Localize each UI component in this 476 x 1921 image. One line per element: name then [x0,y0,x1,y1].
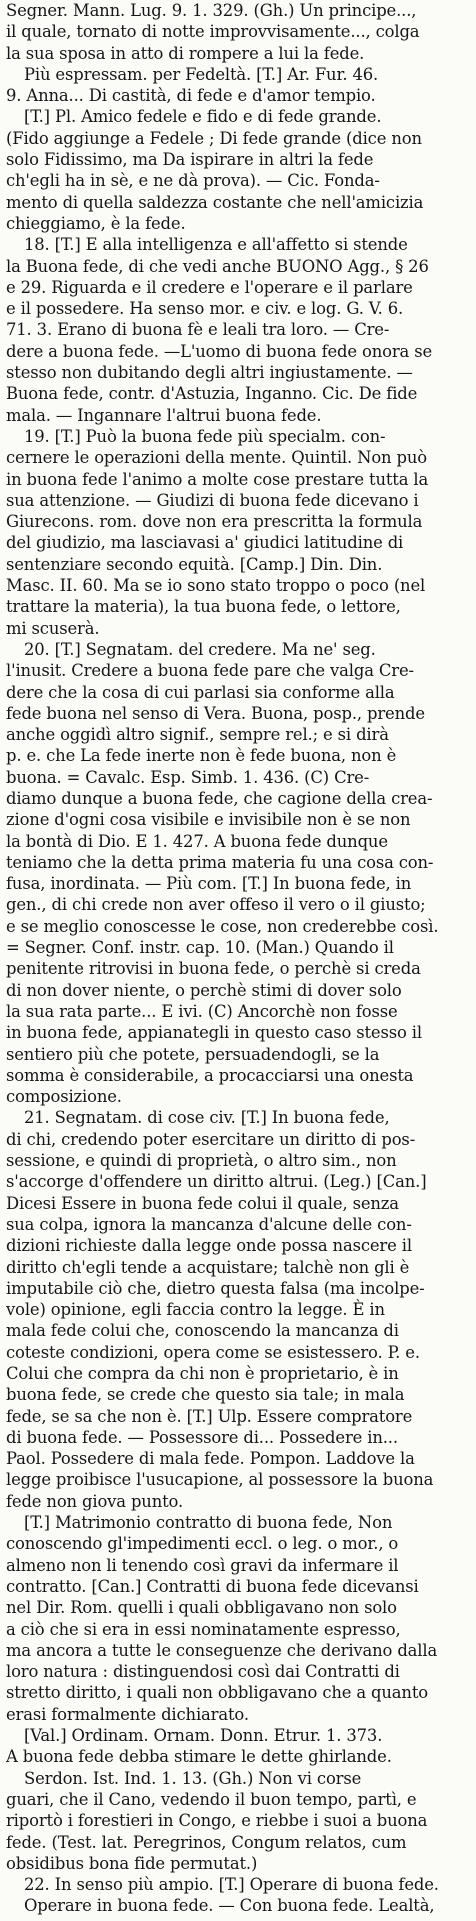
text-line: 22. In senso più ampio. [T.] Operare di buona fede. [24,1875,439,1895]
text-line: anche oggidì altro signif., sempre rel.; e si dirà [6,725,389,745]
text-line: Buona fede, contr. d'Astuzia, Inganno. Cic. De fide [6,384,418,404]
text-line: mala. — Ingannare l'altrui buona fede. [6,405,322,425]
text-line: 18. [T.] E alla intelligenza e all'affetto si stende [24,235,408,255]
text-line: diritto ch'egli tende a acquistare; talchè non gli è [6,1257,410,1277]
text-line: erasi formalmente dichiarato. [6,1704,249,1724]
text-line: fede buona nel senso di Vera. Buona, posp., prende [6,703,425,723]
text-line: [Val.] Ordinam. Ornam. Donn. Etrur. 1. 373. [24,1726,383,1746]
text-line: s'accorge d'offendere un diritto altrui. (Leg.) [Can.] [6,1172,427,1192]
text-line: Masc. II. 60. Ma se io sono stato troppo o poco (nel [6,576,426,596]
text-line: gen., di chi crede non aver offeso il vero o il giusto; [6,895,426,915]
text-line: obsidibus bona fide permutat.) [6,1853,258,1873]
text-line: Segner. Mann. Lug. 9. 1. 329. (Gh.) Un principe..., [6,1,417,20]
text-line: 20. [T.] Segnatam. del credere. Ma ne' seg. [24,639,376,659]
text-line: ch'egli ha in sè, e ne dà prova). — Cic. Fonda- [6,171,380,191]
text-line: trattare la materia), la tua buona fede, o lettore, [6,597,401,617]
text-line: stretto diritto, i quali non obbligavano che a quanto [6,1683,428,1703]
text-line: la bontà di Dio. E 1. 427. A buona fede dunque [6,831,388,851]
text-line: fede. (Test. lat. Peregrinos, Congum relatos, cum [6,1832,407,1852]
text-line: loro natura : distinguendosi così dai Contratti di [6,1662,400,1682]
text-line: dere che la cosa di cui parlasi sia conforme alla [6,682,395,702]
text-line: di buona fede. — Possessore di... Possedere in... [6,1427,398,1447]
text-line: fede non giova punto. [6,1491,184,1511]
dictionary-entry-column [6,0,470,1917]
text-line: di chi, credendo poter esercitare un diritto di pos- [6,1129,416,1149]
text-line: fusa, inordinata. — Più com. [T.] In buona fede, in [6,874,412,894]
text-line: stesso non dubitando degli altri ingiustamente. — [6,363,413,383]
text-line: sessione, e quindi di proprietà, o altro sim., non [6,1151,397,1171]
text-line: chieggiamo, è la fede. [6,213,186,233]
text-line: mala fede colui che, conoscendo la mancanza di [6,1321,399,1341]
text-line: fede, se sa che non è. [T.] Ulp. Essere compratore [6,1406,413,1426]
text-line: buona fede, se crede che questo sia tale; in mala [6,1385,405,1405]
text-line: in buona fede, appianategli in questo caso stesso il [6,1023,422,1043]
text-line: penitente ritrovisi in buona fede, o perchè si creda [6,959,421,979]
text-line: di non dover niente, o perchè stimi di dover solo [6,980,402,1000]
text-line: coteste condizioni, opera come se esistessero. P. e. [6,1342,420,1362]
text-line: e il possedere. Ha senso mor. e civ. e log. G. V. 6. [6,299,404,319]
text-line: 9. Anna... Di castità, di fede e d'amor tempio. [6,86,376,106]
text-line: buona. = Cavalc. Esp. Simb. 1. 436. (C) Cre- [6,767,370,787]
text-line: nel Dir. Rom. quelli i quali obbligavano non solo [6,1598,397,1618]
text-line: Serdon. Ist. Ind. 1. 13. (Gh.) Non vi corse [24,1768,362,1788]
text-line: = Segner. Conf. instr. cap. 10. (Man.) Quando il [6,938,394,958]
text-line: A buona fede debba stimare le dette ghirlande. [6,1747,392,1767]
text-line: ma ancora a tutte le conseguenze che derivano dalla [6,1640,438,1660]
text-line: e se meglio conoscesse le cose, non crederebbe così. [6,916,439,936]
text-line: somma è considerabile, a procacciarsi una onesta [6,1065,414,1085]
text-line: conoscendo gl'impedimenti eccl. o leg. o mor., o [6,1534,399,1554]
text-line: mento di quella saldezza costante che nell'amicizia [6,192,424,212]
text-line: 71. 3. Erano di buona fè e leali tra loro. — Cre- [6,320,390,340]
text-line: almeno non li tenendo così gravi da infermare il [6,1555,399,1575]
text-line: Operare in buona fede. — Con buona fede. Lealtà, [24,1896,435,1916]
text-line: p. e. che La fede inerte non è fede buona, non è [6,746,397,766]
text-line: il quale, tornato di notte improvvisamente..., colga [6,22,420,42]
text-line: vole) opinione, egli faccia contro la legge. È in [6,1300,385,1320]
text-line: sua attenzione. — Giudizi di buona fede dicevano i [6,490,419,510]
text-line: contratto. [Can.] Contratti di buona fede dicevansi [6,1576,419,1596]
text-line: del giudizio, ma lasciavasi a' giudici latitudine di [6,533,404,553]
text-line: dizioni richieste dalla legge onde possa nascere il [6,1236,412,1256]
text-line: a ciò che si era in essi nominatamente espresso, [6,1619,401,1639]
text-line: Colui che compra da chi non è proprietario, è in [6,1364,399,1383]
text-line: in buona fede l'animo a molte cose prestare tutta la [6,469,429,489]
text-line: la Buona fede, di che vedi anche BUONO Agg., § 26 [6,256,429,276]
text-line: mi scuserà. [6,618,100,638]
text-line: la sua rata parte... E ivi. (C) Ancorchè non fosse [6,1001,398,1021]
text-line: Più espressam. per Fedeltà. [T.] Ar. Fur. 46. [24,64,379,84]
text-line: solo Fidissimo, ma Da ispirare in altri la fede [6,150,374,170]
text-line: 21. Segnatam. di cose civ. [T.] In buona fede, [24,1108,390,1128]
text-line: guari, che il Cano, vedendo il buon tempo, partì, e [6,1789,417,1809]
text-line: teniamo che la detta prima materia fu una cosa con- [6,852,434,872]
text-line: legge proibisce l'usucapione, al possessore la buona [6,1470,434,1490]
text-line: zione d'ogni cosa visibile e invisibile non è se non [6,810,411,830]
text-line: (Fido aggiunge a Fedele ; Di fede grande (dice non [6,128,422,148]
text-line: diamo dunque a buona fede, che cagione della crea- [6,788,433,808]
text-line: sentenziare secondo equità. [Camp.] Din. Din. [6,554,383,574]
text-line: cernere le operazioni della mente. Quintil. Non può [6,448,427,468]
text-line: dere a buona fede. —L'uomo di buona fede onora se [6,341,433,361]
text-line: sua colpa, ignora la mancanza d'alcune delle con- [6,1214,412,1234]
text-line: e 29. Riguarda e il credere e l'operare e il parlare [6,277,413,297]
text-line: imputabile ciò che, dietro questa falsa (ma incolpe- [6,1278,425,1298]
text-line: [T.] Matrimonio contratto di buona fede, Non [24,1513,393,1533]
text-line: sentiero più che potete, persuadendogli, se la [6,1044,380,1064]
text-line: Dicesi Essere in buona fede colui il quale, senza [6,1193,399,1213]
text-line: Giurecons. rom. dove non era prescritta la formula [6,512,423,532]
text-line: [T.] Pl. Amico fedele e fido e di fede grande. [24,107,382,127]
text-line: 19. [T.] Può la buona fede più specialm. con- [24,426,386,446]
text-line: la sua sposa in atto di rompere a lui la fede. [6,43,365,63]
text-line: riportò i forestieri in Congo, e riebbe i suoi a buona [6,1811,428,1831]
text-line: l'inusit. Credere a buona fede pare che valga Cre- [6,661,414,681]
text-line: Paol. Possedere di mala fede. Pompon. Laddove la [6,1449,415,1469]
text-line: composizione. [6,1087,122,1107]
